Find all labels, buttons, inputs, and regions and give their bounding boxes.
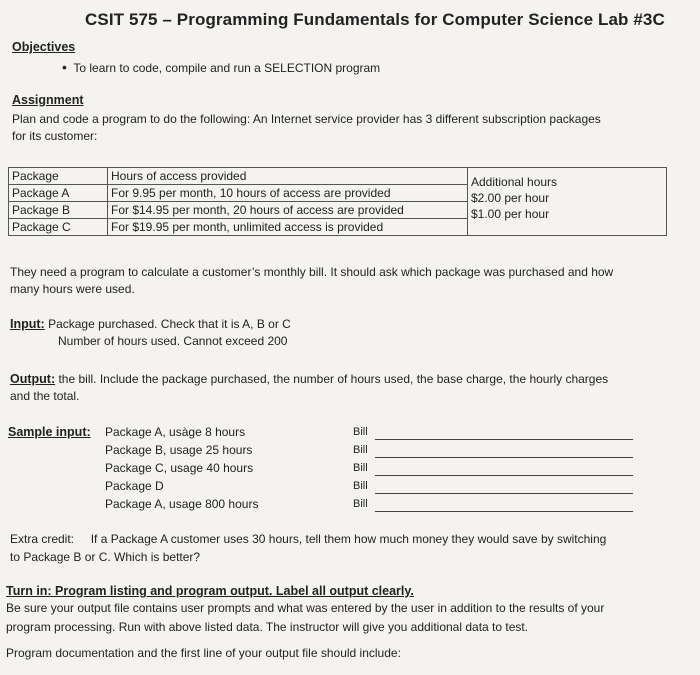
header-hours: Hours of access provided [108, 168, 468, 185]
sample-item-5: Package A, usage 800 hours [105, 497, 259, 511]
bill-blank-line [375, 457, 633, 458]
extra-credit-label: Extra credit: [10, 532, 75, 546]
turn-in-line-2: program processing. Run with above listed data. The instructor will give you additional data to test. [6, 620, 529, 634]
bill-blank-line [375, 475, 633, 476]
package-name: Package A [9, 185, 108, 202]
bill-blank-line [375, 439, 633, 440]
package-desc: For 9.95 per month, 10 hours of access are provided [108, 185, 468, 202]
need-line-1: They need a program to calculate a customer’s monthly bill. It should ask which package was purchased and how [10, 265, 614, 279]
assignment-heading: Assignment [12, 93, 84, 107]
turn-in-line-3: Program documentation and the first line of your output file should include: [6, 646, 401, 660]
bill-label-2: Bill [353, 444, 368, 456]
extra-package-b: $1.00 per hour [471, 207, 550, 221]
page-title: CSIT 575 – Programming Fundamentals for Computer Science Lab #3C [85, 10, 665, 29]
table-header-row [9, 168, 667, 185]
extra-credit-text-1: If a Package A customer uses 30 hours, tell them how much money they would save by switching [90, 532, 607, 546]
input-line-1 [10, 316, 291, 333]
package-name: Package C [9, 219, 108, 236]
output-line-1 [10, 371, 608, 388]
need-line-2: many hours were used. [10, 282, 135, 296]
bill-label-4: Bill [353, 480, 368, 492]
bill-label-1: Bill [353, 426, 368, 438]
bullet-icon: • [62, 59, 67, 75]
input-line-2: Number of hours used. Cannot exceed 200 [58, 334, 288, 348]
header-package: Package [9, 168, 108, 185]
objectives-bullet [62, 59, 380, 77]
assignment-line-1: Plan and code a program to do the following: An Internet service provider has 3 different subscription packages [12, 112, 601, 126]
sample-input-label: Sample input: [8, 425, 91, 439]
extra-credit-line-1 [10, 531, 606, 548]
package-desc: For $19.95 per month, unlimited access is provided [108, 219, 468, 236]
objectives-heading: Objectives [12, 40, 76, 54]
input-text-1: Package purchased. Check that it is A, B or C [48, 317, 291, 331]
bill-label-5: Bill [353, 498, 368, 510]
sample-item-1: Package A, usàge 8 hours [105, 425, 246, 439]
extra-package-a: $2.00 per hour [471, 191, 550, 205]
output-line-2: and the total. [10, 389, 80, 403]
input-label: Input: [10, 317, 45, 331]
bill-label-3: Bill [353, 462, 368, 474]
sample-item-4: Package D [105, 479, 164, 493]
output-text-1: the bill. Include the package purchased, the number of hours used, the base charge, the hourly charges [58, 372, 609, 386]
output-label: Output: [10, 372, 56, 386]
packages-table [8, 167, 667, 236]
package-name: Package B [9, 202, 108, 219]
package-desc: For $14.95 per month, 20 hours of access are provided [108, 202, 468, 219]
turn-in-heading: Turn in: Program listing and program output. Label all output clearly. [6, 584, 414, 598]
bill-blank-line [375, 511, 633, 512]
additional-hours-cell [468, 168, 667, 236]
header-additional: Additional hours [471, 175, 558, 189]
assignment-line-2: for its customer: [12, 129, 98, 143]
bill-blank-line [375, 493, 633, 494]
objectives-bullet-text: To learn to code, compile and run a SELECTION program [73, 61, 381, 75]
extra-credit-line-2: to Package B or C. Which is better? [10, 550, 201, 564]
sample-item-3: Package C, usage 40 hours [105, 461, 254, 475]
turn-in-line-1: Be sure your output file contains user prompts and what was entered by the user in addition to the results of your [6, 601, 605, 615]
sample-item-2: Package B, usage 25 hours [105, 443, 253, 457]
